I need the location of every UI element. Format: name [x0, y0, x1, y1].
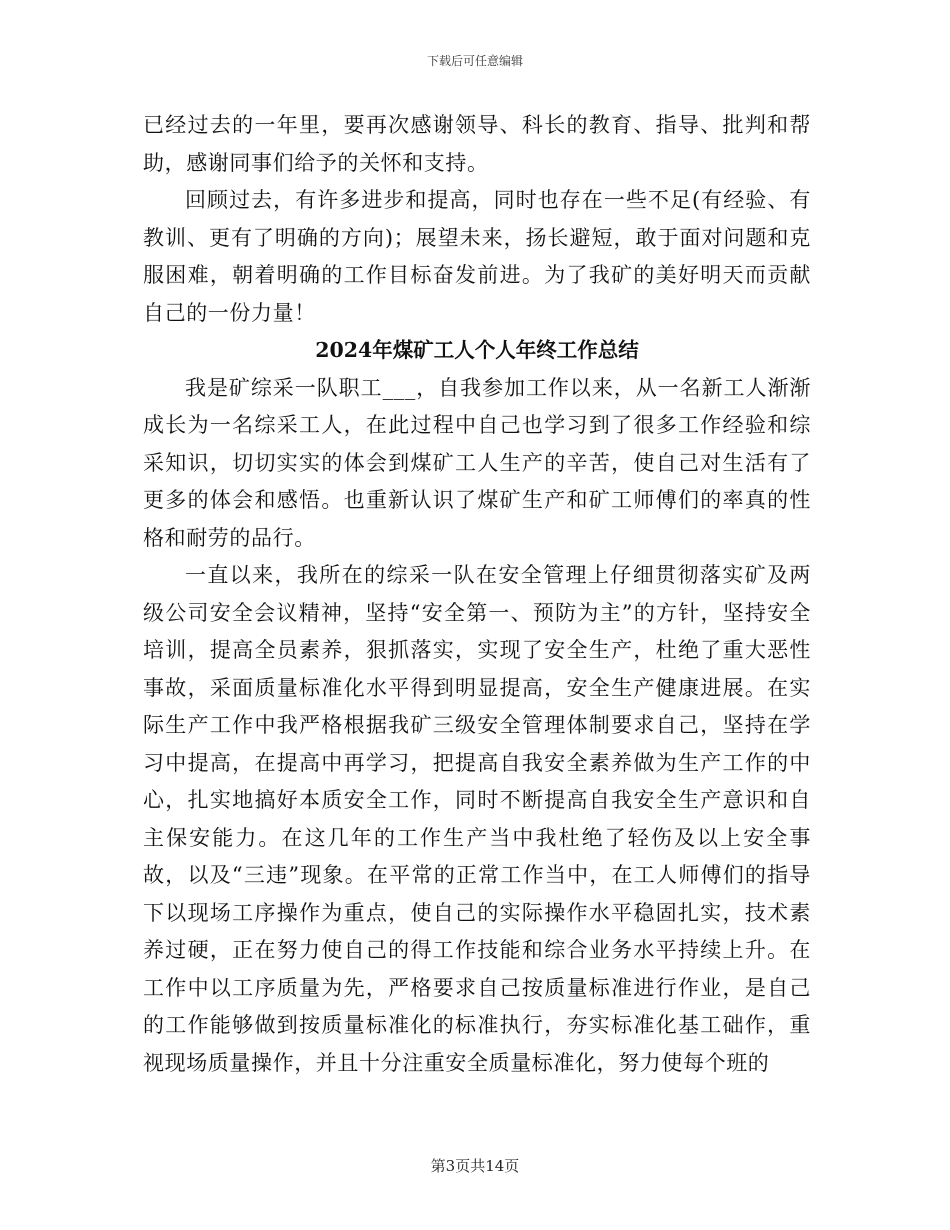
paragraph-4: 一直以来，我所在的综采一队在安全管理上仔细贯彻落实矿及两级公司安全会议精神，坚持“安全第一、预防为主”的方针，坚持安全培训，提高全员素养，狠抓落实，实现了安全生产，杜绝了重大恶性事故，采面质量标准化水平得到明显提高，安全生产健康进展。在实际生产工作中我严格根据我矿三级安全管理体制要求自己，坚持在学习中提高，在提高中再学习，把提高自我安全素养做为生产工作的中心，扎实地搞好本质安全工作，同时不断提高自我安全生产意识和自主保安能力。在这几年的工作生产当中我杜绝了轻伤及以上安全事故，以及“三违”现象。在平常的正常工作当中，在工人师傅们的指导下以现场工序操作为重点，使自己的实际操作水平稳固扎实，技术素养过硬，正在努力使自己的得工作技能和综合业务水平持续上升。在工作中以工序质量为先，严格要求自己按质量标准进行作业，是自己的工作能够做到按质量标准化的标准执行，夯实标准化基工础作，重视现场质量操作，并且十分注重安全质量标准化，努力使每个班的 [143, 563, 811, 1075]
document-body [143, 107, 811, 1082]
paragraph-2: 回顾过去，有许多进步和提高，同时也存在一些不足(有经验、有教训、更有了明确的方向)；展望未来，扬长避短，敢于面对问题和克服困难，朝着明确的工作目标奋发前进。为了我矿的美好明天而贡献自己的一份力量！ [143, 188, 811, 325]
section-title: 2024年煤矿工人个人年终工作总结 [315, 338, 639, 362]
page-footer: 第3页共14页 [430, 1157, 520, 1175]
page-header: 下载后可任意编辑 [426, 54, 523, 68]
paragraph-3: 我是矿综采一队职工___，自我参加工作以来，从一名新工人渐渐成长为一名综采工人，在此过程中自己也学习到了很多工作经验和综采知识，切切实实的体会到煤矿工人生产的辛苦，使自己对生活有了更多的体会和感悟。也重新认识了煤矿生产和矿工师傅们的率真的性格和耐劳的品行。 [143, 375, 811, 550]
paragraph-1: 已经过去的一年里，要再次感谢领导、科长的教育、指导、批判和帮助，感谢同事们给予的关怀和支持。 [143, 113, 811, 175]
